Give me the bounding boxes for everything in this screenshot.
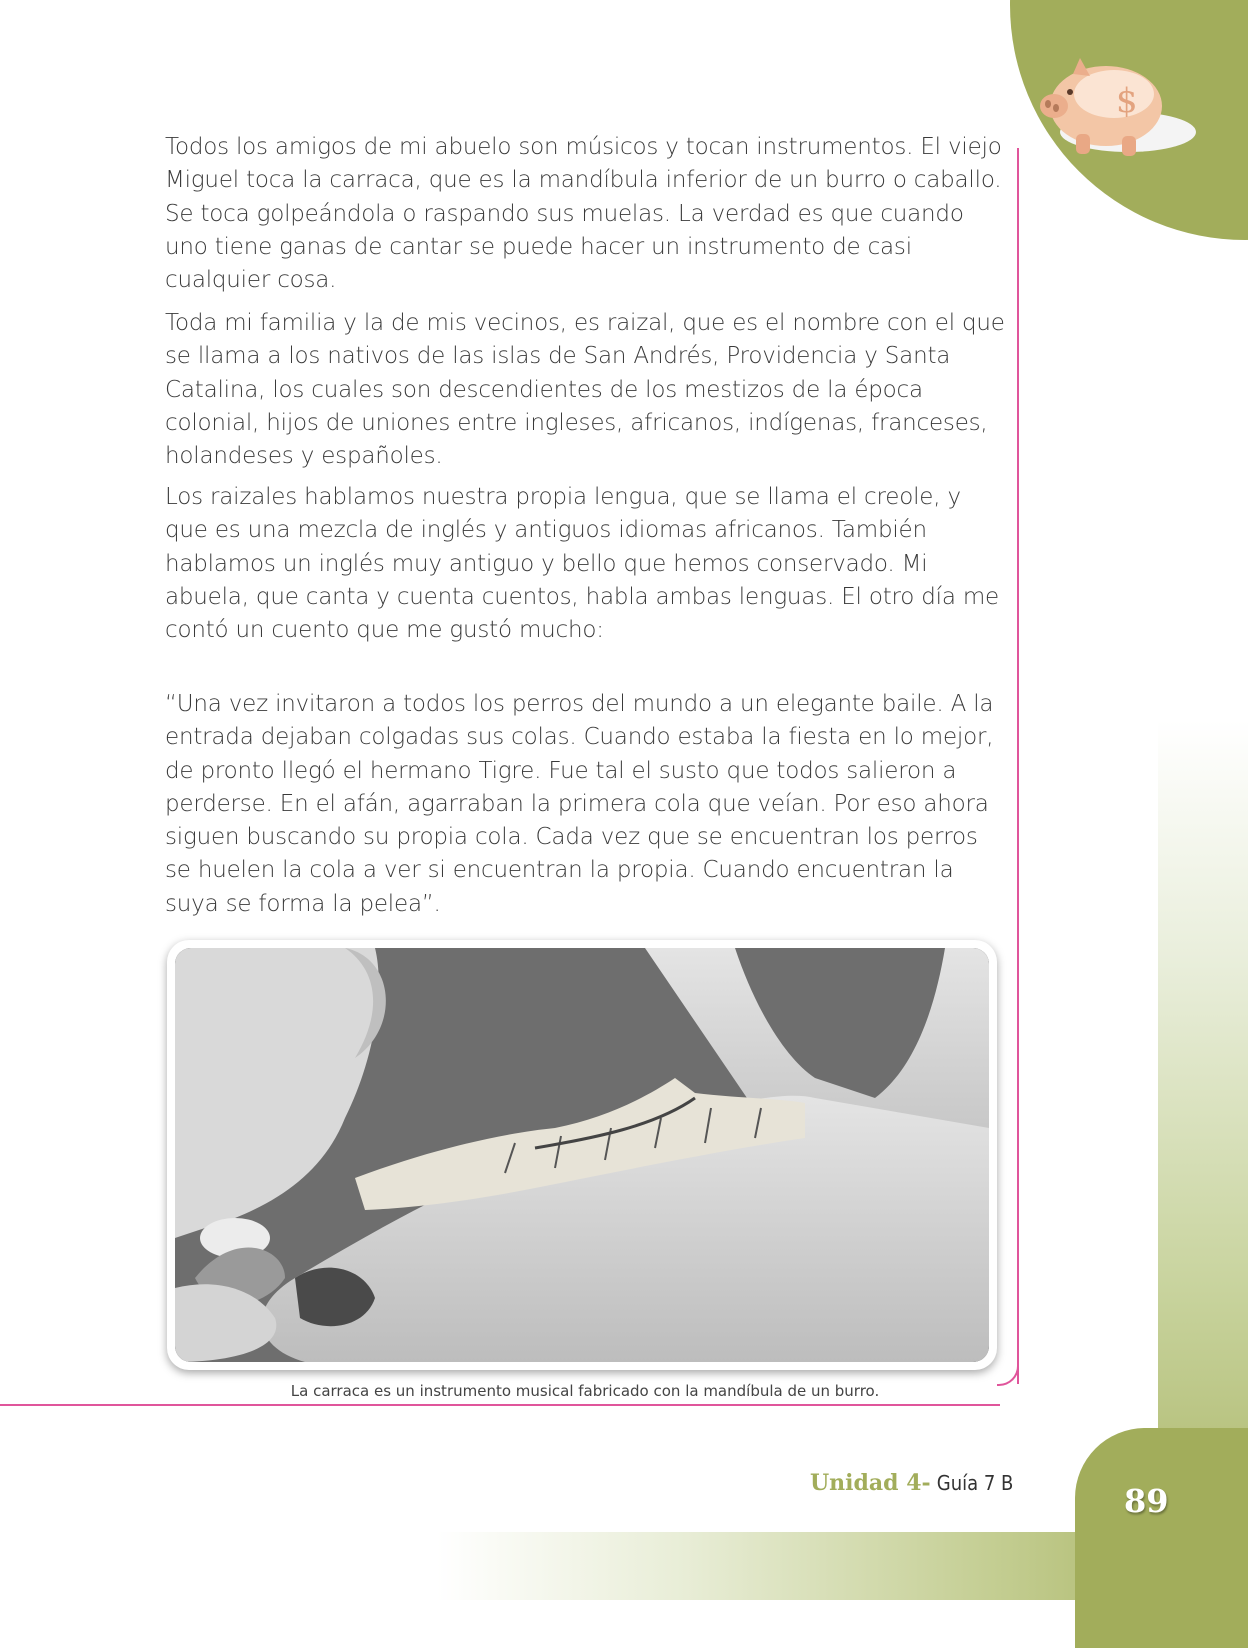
page-number: 89 [1124, 1482, 1169, 1520]
pink-frame-vertical [1017, 148, 1019, 1384]
page-number-tab [1075, 1428, 1248, 1648]
paragraph-1: Todos los amigos de mi abuelo son músicos y tocan instrumentos. El viejo Miguel toca la carraca, que es la mandíbula inferior de un burro o caballo. Se toca golpeándola o raspando sus muelas. La verdad es que cuando uno tiene ganas de cantar se puede hacer un instrumento de casi cualquier cosa. [165, 134, 1002, 294]
paragraph-2: Toda mi familia y la de mis vecinos, es raizal, que es el nombre con el que se llama a los nativos de las islas de San Andrés, Providencia y Santa Catalina, los cuales son descendientes de los mestizos de la época colonial, hijos de uniones entre ingleses, africanos, indígenas, franceses, holandeses y españoles. [165, 310, 1005, 470]
side-gradient-strip [1158, 0, 1248, 1600]
photo-caption: La carraca es un instrumento musical fabricado con la mandíbula de un burro. [290, 1382, 880, 1400]
donkey-jawbone-photo [175, 948, 989, 1362]
bottom-gradient-strip [0, 1532, 1248, 1600]
photo-frame [167, 940, 997, 1370]
pink-frame-horizontal [0, 1404, 1000, 1406]
guide-label: Guía 7 B [936, 1471, 1014, 1495]
unit-label: Unidad 4- [810, 1470, 931, 1496]
paragraph-3: Los raizales hablamos nuestra propia lengua, que se llama el creole, y que es una mezcla de inglés y antiguos idiomas africanos. También hablamos un inglés muy antiguo y bello que hemos conservado. Mi abuela, que canta y cuenta cuentos, habla ambas lenguas. El otro día me contó un cuento que me gustó mucho: [165, 484, 1000, 644]
unit-guide-label [810, 1470, 1013, 1496]
piggy-bank-icon [1018, 50, 1196, 170]
paragraph-4-story: “Una vez invitaron a todos los perros del mundo a un elegante baile. A la entrada dejaban colgadas sus colas. Cuando estaba la fiesta en lo mejor, de pronto llegó el hermano Tigre. Fue tal el susto que todos salieron a perderse. En el afán, agarraban la primera cola que veían. Por eso ahora siguen buscando su propia cola. Cada vez que se encuentran los perros se huelen la cola a ver si encuentran la propia. Cuando encuentran la suya se forma la pelea”. [165, 691, 994, 917]
svg-text:$: $ [1116, 81, 1138, 121]
